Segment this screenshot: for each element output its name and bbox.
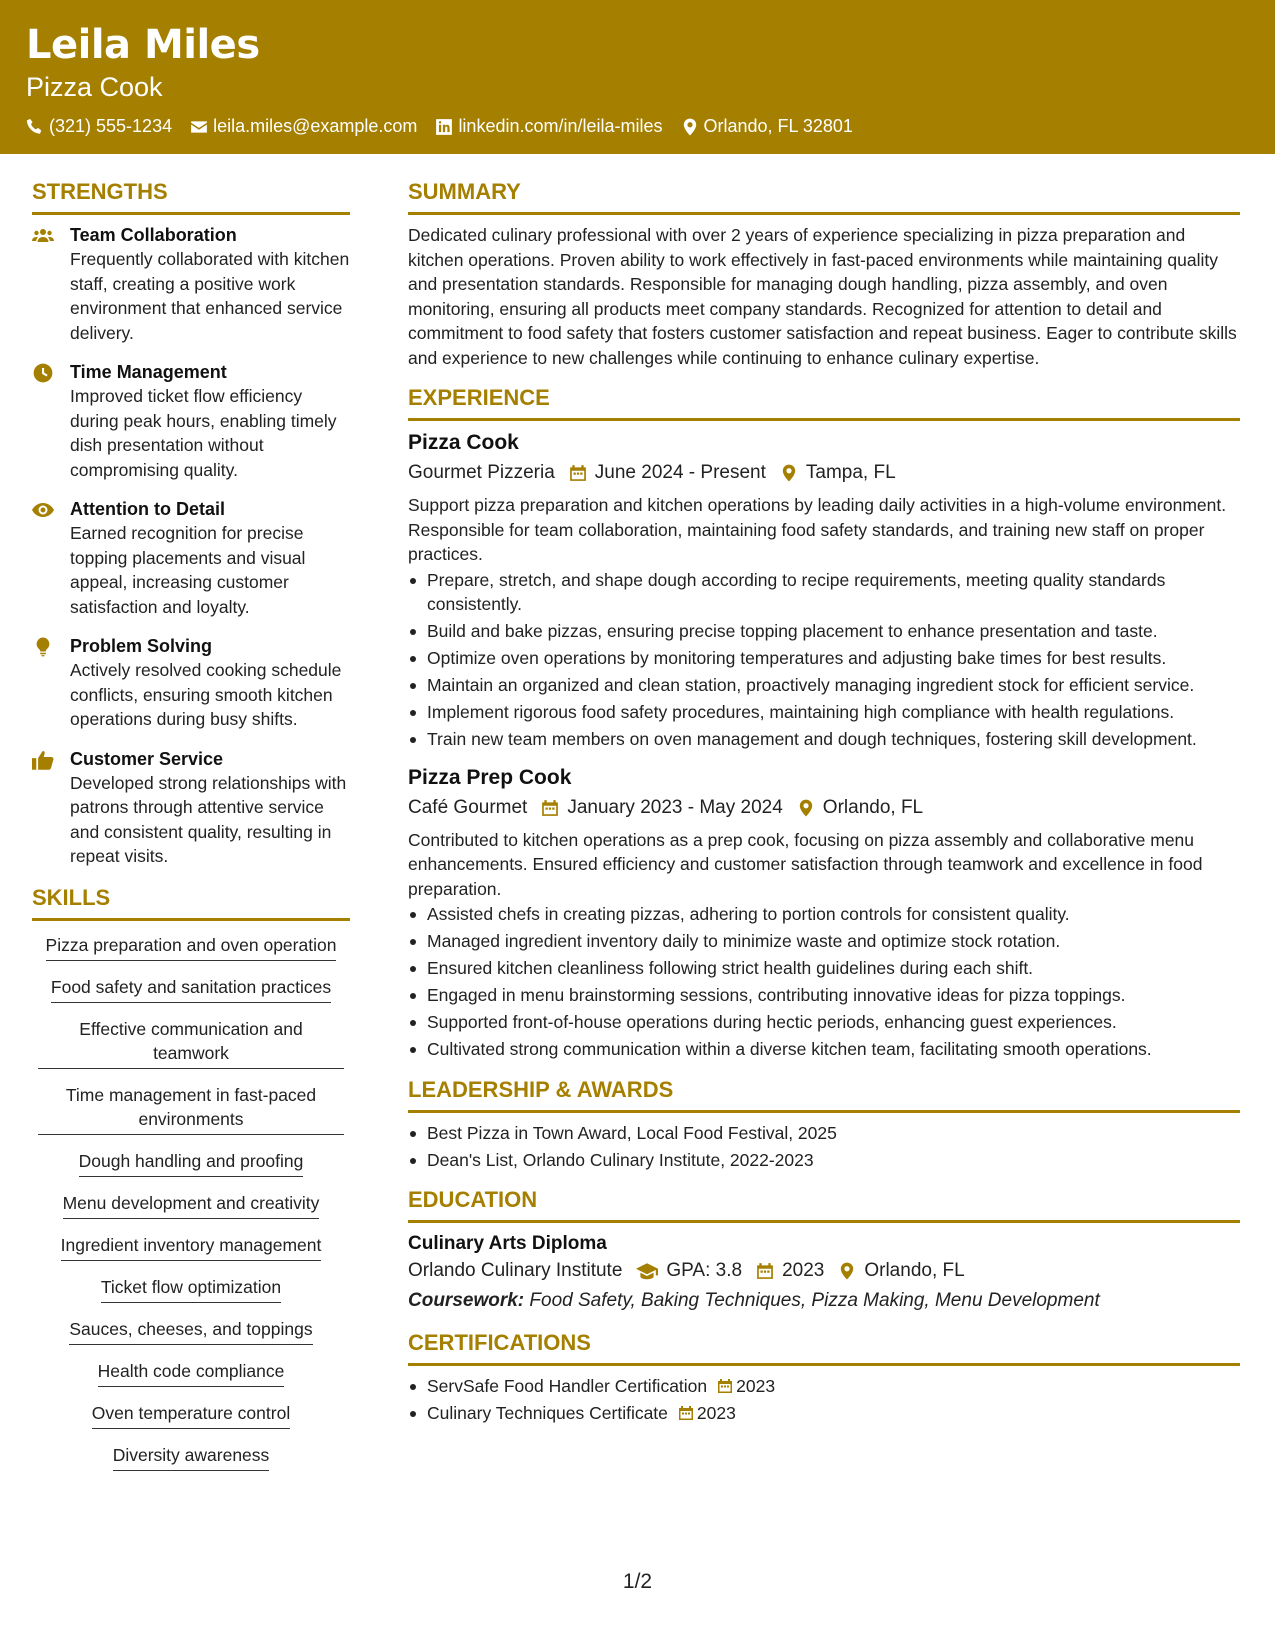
strength-desc: Improved ticket flow efficiency during peak hours, enabling timely dish presentation without compromising quality. [70, 386, 337, 480]
list-item: Supported front-of-house operations during hectic periods, enhancing guest experiences. [408, 1010, 1240, 1035]
resume-header [0, 0, 1275, 154]
cert-year: 2023 [696, 1403, 736, 1423]
candidate-name: Leila Miles [26, 22, 260, 68]
cert-year: 2023 [736, 1376, 776, 1396]
job-description: Support pizza preparation and kitchen operations by leading daily activities in a high-volume environment. Responsible for team collaboration, maintaining food safety standards, and training new staff on proper practices. [408, 495, 1227, 564]
certifications-list [408, 1374, 1240, 1426]
skill-item: Ticket flow optimization [101, 1275, 281, 1303]
strength-desc: Developed strong relationships with patrons through attentive service and consistent quality, resulting in repeat visits. [70, 772, 347, 866]
map-pin-icon [780, 464, 798, 482]
strength-item [32, 497, 350, 619]
calendar-icon [541, 799, 559, 817]
job-bullets [408, 902, 1240, 1062]
skill-item: Oven temperature control [92, 1401, 290, 1429]
school-name: Orlando Culinary Institute [408, 1260, 623, 1281]
strength-title: Team Collaboration [70, 225, 237, 245]
lightbulb-icon [32, 637, 54, 657]
email-text: leila.miles@example.com [213, 116, 418, 136]
education-meta [408, 1257, 1240, 1285]
strength-title: Time Management [70, 362, 227, 382]
strength-item [32, 747, 350, 869]
map-pin-icon [797, 799, 815, 817]
strength-title: Attention to Detail [70, 499, 225, 519]
coursework-text: Food Safety, Baking Techniques, Pizza Making, Menu Development [529, 1290, 1100, 1311]
calendar-icon [678, 1405, 694, 1421]
left-column [32, 178, 350, 1485]
right-column [408, 178, 1240, 1428]
job-title: Pizza Cook [408, 431, 519, 454]
list-item: Managed ingredient inventory daily to minimize waste and optimize stock rotation. [408, 929, 1240, 954]
strength-desc: Earned recognition for precise topping placements and visual appeal, increasing customer satisfaction and loyalty. [70, 523, 306, 617]
users-icon [32, 226, 54, 246]
degree-title: Culinary Arts Diploma [408, 1233, 607, 1254]
education-title: EDUCATION [408, 1186, 1240, 1223]
strength-desc: Frequently collaborated with kitchen staff, creating a positive work environment that enhanced service delivery. [70, 249, 350, 343]
job-meta [408, 794, 1240, 822]
contact-phone[interactable] [26, 116, 172, 137]
skill-item: Menu development and creativity [63, 1191, 320, 1219]
skill-item: Sauces, cheeses, and toppings [69, 1317, 312, 1345]
list-item: Ensured kitchen cleanliness following strict health guidelines during each shift. [408, 956, 1240, 981]
coursework-label: Coursework: [408, 1290, 525, 1311]
strengths-title: STRENGTHS [32, 178, 350, 215]
phone-text: (321) 555-1234 [49, 116, 173, 136]
list-item [408, 1401, 1240, 1426]
strength-title: Customer Service [70, 748, 224, 769]
leadership-list [408, 1121, 1240, 1173]
list-item: Maintain an organized and clean station, proactively managing ingredient stock for efficient service. [408, 673, 1240, 698]
skill-item: Ingredient inventory management [61, 1233, 322, 1261]
eye-icon [32, 500, 54, 520]
map-pin-icon [838, 1262, 856, 1280]
job-title: Pizza Prep Cook [408, 765, 572, 789]
skill-item: Dough handling and proofing [79, 1149, 304, 1177]
job-company: Gourmet Pizzeria [408, 462, 555, 483]
coursework [408, 1287, 1240, 1315]
strength-item [32, 634, 350, 732]
linkedin-text: linkedin.com/in/leila-miles [458, 116, 663, 136]
cert-name: Culinary Techniques Certificate [427, 1403, 668, 1423]
calendar-icon [717, 1378, 733, 1394]
job-entry [408, 764, 1240, 1062]
skill-item: Diversity awareness [113, 1443, 270, 1471]
skill-item: Time management in fast-paced environments [38, 1083, 344, 1135]
certifications-title: CERTIFICATIONS [408, 1329, 1240, 1366]
list-item: Assisted chefs in creating pizzas, adhering to portion controls for consistent quality. [408, 902, 1240, 927]
calendar-icon [756, 1262, 774, 1280]
leadership-title: LEADERSHIP & AWARDS [408, 1076, 1240, 1113]
list-item [408, 1374, 1240, 1399]
contact-location [681, 116, 853, 137]
list-item: Build and bake pizzas, ensuring precise topping placement to enhance presentation and taste. [408, 619, 1240, 644]
location-text: Orlando, FL 32801 [703, 116, 853, 136]
skill-item: Effective communication and teamwork [38, 1017, 344, 1069]
map-pin-icon [681, 118, 699, 136]
summary-title: SUMMARY [408, 178, 1240, 215]
education-location: Orlando, FL [864, 1260, 965, 1281]
candidate-role: Pizza Cook [26, 72, 163, 102]
graduation-cap-icon [636, 1262, 658, 1280]
envelope-icon [190, 118, 208, 136]
strength-desc: Actively resolved cooking schedule conflicts, ensuring smooth kitchen operations during busy shifts. [70, 660, 342, 729]
experience-title: EXPERIENCE [408, 384, 1240, 421]
job-meta [408, 459, 1240, 487]
skills-title: SKILLS [32, 884, 350, 921]
phone-icon [26, 118, 44, 136]
skill-item: Food safety and sanitation practices [51, 975, 331, 1003]
job-dates: January 2023 - May 2024 [567, 796, 783, 818]
contact-bar [26, 116, 1249, 137]
job-dates: June 2024 - Present [594, 462, 766, 483]
contact-email[interactable] [190, 116, 417, 137]
education-year: 2023 [782, 1260, 825, 1281]
skill-item: Health code compliance [98, 1359, 285, 1387]
list-item: Prepare, stretch, and shape dough according to recipe requirements, meeting quality standards consistently. [408, 568, 1240, 617]
list-item: Dean's List, Orlando Culinary Institute, 2022-2023 [408, 1148, 1240, 1173]
strengths-list [32, 223, 350, 869]
job-entry [408, 429, 1240, 752]
list-item: Implement rigorous food safety procedures, maintaining high compliance with health regulations. [408, 700, 1240, 725]
skill-item: Pizza preparation and oven operation [46, 933, 337, 961]
list-item: Engaged in menu brainstorming sessions, contributing innovative ideas for pizza toppings. [408, 983, 1240, 1008]
job-location: Orlando, FL [822, 796, 924, 818]
list-item: Optimize oven operations by monitoring temperatures and adjusting bake times for best results. [408, 646, 1240, 671]
list-item: Best Pizza in Town Award, Local Food Festival, 2025 [408, 1121, 1240, 1146]
job-description: Contributed to kitchen operations as a prep cook, focusing on pizza assembly and collaborative menu enhancements. Ensured efficiency and customer satisfaction through teamwork and excellence in food preparation. [408, 829, 1203, 899]
strength-title: Problem Solving [70, 636, 213, 656]
linkedin-icon [435, 118, 453, 136]
gpa: GPA: 3.8 [666, 1260, 743, 1281]
job-bullets [408, 568, 1240, 752]
strength-item [32, 360, 350, 482]
clock-icon [32, 363, 54, 383]
summary-text: Dedicated culinary professional with over 2 years of experience specializing in pizza preparation and kitchen operations. Proven ability to work effectively in fast-paced environments while maintaining quality and presentation standards. Responsible for managing dough handling, pizza assembly, and oven monitoring, ensuring all products meet company standards. Recognized for attention to detail and commitment to food safety that fosters customer satisfaction and repeat business. Eager to contribute skills and experience to new challenges while continuing to enhance culinary expertise. [408, 225, 1237, 368]
job-company: Café Gourmet [408, 796, 528, 818]
strength-item [32, 223, 350, 345]
list-item: Cultivated strong communication within a diverse kitchen team, facilitating smooth operations. [408, 1037, 1240, 1062]
cert-name: ServSafe Food Handler Certification [427, 1376, 708, 1396]
page-number: 1/2 [622, 1570, 653, 1593]
list-item: Train new team members on oven management and dough techniques, fostering skill development. [408, 727, 1240, 752]
skills-list [32, 929, 350, 1485]
thumbs-up-icon [32, 750, 54, 770]
contact-linkedin[interactable] [435, 116, 662, 137]
job-location: Tampa, FL [805, 462, 896, 483]
calendar-icon [569, 464, 587, 482]
